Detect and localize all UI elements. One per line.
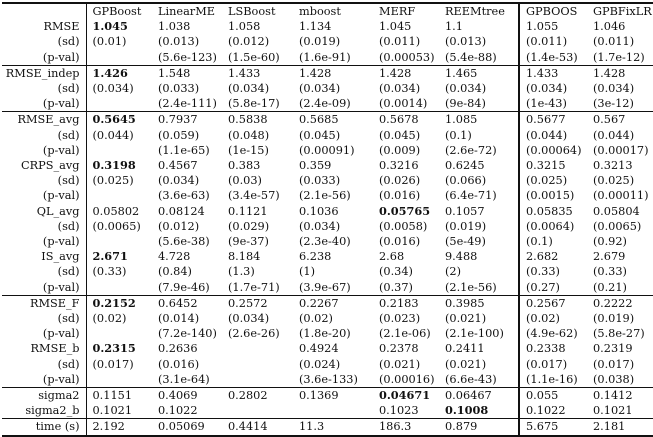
table-row	[2, 249, 653, 264]
row-label: (sd)	[57, 219, 80, 233]
table-row	[2, 188, 653, 203]
table-cell: (0.03)	[228, 174, 262, 188]
row-label: CRPS_avg	[21, 159, 80, 173]
table-cell: 1.465	[439, 65, 519, 81]
table-cell: (0.011)	[379, 35, 421, 49]
table-cell: 1.038	[158, 20, 191, 34]
table-cell: 1.134	[299, 20, 332, 34]
table-cell	[86, 372, 152, 388]
table-cell: 0.2267	[293, 295, 373, 311]
table-cell: (0.02)	[299, 312, 333, 326]
table-cell: (3.4e-57)	[228, 189, 280, 203]
best-value: 0.5645	[92, 112, 136, 127]
table-cell: (1.3)	[228, 265, 255, 279]
row-label: (sd)	[57, 35, 80, 49]
table-cell: (0.034)	[158, 174, 200, 188]
table-cell: 2.68	[379, 250, 405, 264]
table-cell: (7.9e-46)	[158, 280, 210, 294]
table-cell: 0.2183	[373, 295, 439, 311]
table-cell: (1.4e-53)	[519, 50, 587, 66]
best-value: 2.671	[92, 249, 128, 264]
table-cell: (0.044)	[86, 128, 152, 143]
table-cell: (2.1e-56)	[445, 280, 497, 294]
table-cell: (0.00064)	[519, 143, 587, 158]
table-cell: (0.014)	[158, 312, 200, 326]
table-cell: (0.012)	[228, 35, 270, 49]
table-cell: 0.05835	[519, 204, 587, 219]
table-cell: 0.7937	[152, 112, 222, 128]
table-row	[2, 280, 653, 296]
table-cell: (0.029)	[228, 219, 270, 233]
row-label: RMSE_avg	[2, 112, 86, 128]
best-value: 1.045	[92, 19, 128, 34]
table-cell: 0.05802	[86, 204, 152, 219]
table-cell: 0.2378	[379, 342, 419, 356]
table-cell: (0.016)	[379, 235, 421, 249]
table-cell: (0.0015)	[519, 188, 587, 203]
table-cell: 2.181	[587, 419, 653, 436]
table-row	[2, 173, 653, 188]
table-cell	[222, 403, 293, 419]
table-cell: 2.192	[86, 419, 152, 436]
table-cell: (0.0065)	[86, 219, 152, 234]
table-cell: 2.682	[519, 249, 587, 264]
table-cell: 0.3985	[439, 295, 519, 311]
table-row	[2, 357, 653, 372]
table-cell: (1.7e-71)	[228, 280, 280, 294]
table-cell	[293, 403, 373, 419]
column-header: MERF	[373, 3, 439, 19]
table-row	[2, 311, 653, 326]
table-cell	[86, 280, 152, 296]
best-value: 0.3198	[92, 158, 136, 173]
table-cell: 0.3215	[519, 158, 587, 173]
table-cell: 0.5678	[373, 112, 439, 128]
table-cell: 0.1023	[379, 404, 419, 418]
table-row	[2, 204, 653, 219]
table-cell: 1.1	[445, 20, 463, 34]
table-cell: (0.045)	[299, 128, 341, 142]
table-cell: (0.034)	[86, 81, 152, 96]
table-cell: 0.1151	[86, 388, 152, 404]
row-label: (p-val)	[42, 97, 80, 111]
table-cell: (0.034)	[299, 219, 341, 233]
row-label: (sd)	[57, 82, 80, 96]
row-label: (sd)	[57, 312, 80, 326]
table-cell: 9.488	[445, 250, 478, 264]
row-label: (p-val)	[42, 189, 80, 203]
table-cell	[86, 234, 152, 249]
table-cell: 0.2567	[519, 295, 587, 311]
table-cell: (0.0058)	[379, 219, 428, 233]
table-cell: (0.00053)	[379, 50, 435, 64]
table-row	[2, 128, 653, 143]
table-cell: 0.06467	[439, 388, 519, 404]
header-row	[2, 3, 653, 19]
table-cell: 0.5838	[222, 112, 293, 128]
table-cell	[86, 249, 152, 264]
table-cell	[222, 372, 293, 388]
table-cell: (0.044)	[519, 128, 587, 143]
table-cell: (0.025)	[593, 174, 635, 188]
best-value: 0.05765	[379, 203, 431, 218]
table-cell: (0.024)	[299, 357, 341, 371]
table-cell: (0.012)	[158, 219, 200, 233]
table-cell: (0.034)	[299, 82, 341, 96]
table-cell: (2.6e-72)	[445, 143, 497, 157]
table-row	[2, 372, 653, 388]
table-cell: (0.026)	[379, 174, 421, 188]
table-cell: (1.5e-60)	[228, 50, 280, 64]
column-header: REEMtree	[439, 3, 519, 19]
row-label: sigma2	[2, 388, 86, 404]
table-cell: (2.6e-26)	[228, 327, 280, 341]
column-header: GPBFixLR	[587, 3, 653, 19]
table-row	[2, 96, 653, 112]
table-cell: (0.009)	[379, 143, 421, 157]
table-cell: 0.1022	[158, 404, 198, 418]
table-cell: (6.4e-71)	[445, 189, 497, 203]
table-row	[2, 326, 653, 341]
table-cell: 6.238	[299, 250, 332, 264]
table-cell: (2.1e-56)	[299, 189, 351, 203]
row-label: (sd)	[57, 174, 80, 188]
table-cell: 5.675	[519, 419, 587, 436]
table-cell: (0.021)	[445, 357, 487, 371]
table-cell: (1e-15)	[228, 143, 269, 157]
table-cell: 1.058	[228, 20, 261, 34]
table-cell: 0.6245	[445, 159, 485, 173]
table-row	[2, 219, 653, 234]
table-cell: (0.017)	[519, 357, 587, 372]
table-cell: (5.6e-38)	[158, 235, 210, 249]
table-cell: 0.1036	[299, 204, 339, 218]
best-value: 0.2315	[92, 341, 136, 356]
table-cell: (0.045)	[379, 128, 421, 142]
table-cell: (0.21)	[593, 280, 627, 294]
row-label: RMSE_F	[2, 295, 86, 311]
table-cell: 0.879	[439, 419, 519, 436]
table-cell: (0.013)	[445, 35, 487, 49]
row-label: (p-val)	[42, 372, 80, 386]
table-cell: (5.8e-27)	[593, 327, 645, 341]
table-cell: (0.034)	[445, 82, 487, 96]
table-cell: (3.9e-67)	[299, 280, 351, 294]
table-cell: 0.055	[519, 388, 587, 404]
table-cell: 1.085	[439, 112, 519, 128]
table-cell	[86, 96, 152, 112]
table-cell: (1)	[299, 265, 316, 279]
table-cell: (0.016)	[158, 357, 200, 371]
table-cell: 0.6452	[152, 295, 222, 311]
table-cell: (7.2e-140)	[158, 327, 217, 341]
table-cell: 0.5677	[519, 112, 587, 128]
table-cell: (0.37)	[379, 280, 413, 294]
table-cell: (0.023)	[379, 312, 421, 326]
table-row	[2, 81, 653, 96]
table-cell: (0.00017)	[593, 143, 649, 157]
table-cell: (0.013)	[158, 35, 200, 49]
table-cell	[86, 188, 152, 203]
table-cell: (5.8e-17)	[228, 97, 280, 111]
table-cell: (0.059)	[158, 128, 200, 142]
table-cell: 0.359	[299, 159, 332, 173]
table-cell: (0.0014)	[379, 97, 428, 111]
table-cell: (0.00011)	[593, 189, 649, 203]
table-row	[2, 341, 653, 356]
table-cell: (0.011)	[519, 34, 587, 49]
table-cell: 1.055	[519, 19, 587, 34]
table-cell: 1.428	[587, 65, 653, 81]
table-cell: 0.1021	[86, 403, 152, 419]
table-cell	[86, 50, 152, 66]
table-cell: (0.021)	[379, 357, 421, 371]
table-cell: (2.3e-40)	[299, 235, 351, 249]
table-cell: (9e-84)	[445, 97, 486, 111]
table-cell: (1e-43)	[519, 96, 587, 112]
table-cell	[86, 143, 152, 158]
column-header: LSBoost	[222, 3, 293, 19]
row-label: (p-val)	[42, 235, 80, 249]
table-cell: 0.2636	[158, 342, 198, 356]
table-cell: (4.9e-62)	[519, 326, 587, 341]
table-cell	[86, 112, 152, 128]
table-cell: 0.1369	[293, 388, 373, 404]
table-cell: 186.3	[373, 419, 439, 436]
table-cell: (0.00016)	[379, 372, 435, 386]
table-cell: 0.4069	[152, 388, 222, 404]
table-cell: (3.6e-133)	[299, 372, 358, 386]
table-cell: 0.2222	[587, 295, 653, 311]
table-cell: 0.2572	[222, 295, 293, 311]
table-cell: (6.6e-43)	[445, 372, 497, 386]
table-cell: 0.1021	[593, 404, 633, 418]
column-header: GPBoost	[86, 3, 152, 19]
table-cell	[222, 341, 293, 356]
table-cell: (0.033)	[299, 174, 341, 188]
table-cell: 0.1412	[587, 388, 653, 404]
table-cell: (0.019)	[593, 312, 635, 326]
results-table	[2, 2, 653, 437]
table-cell: (2.4e-09)	[299, 97, 351, 111]
table-cell	[222, 357, 293, 372]
table-cell: (0.1)	[519, 234, 587, 249]
table-cell: (2.4e-111)	[158, 97, 217, 111]
table-cell: (1.1e-16)	[519, 372, 587, 388]
table-cell: 0.2411	[445, 342, 485, 356]
table-cell: (0.034)	[379, 82, 421, 96]
table-cell: (0.044)	[593, 128, 635, 142]
table-cell: 0.567	[587, 112, 653, 128]
table-cell: 8.184	[228, 250, 261, 264]
table-cell: (0.02)	[519, 311, 587, 326]
table-row	[2, 403, 653, 419]
table-cell: 1.433	[519, 65, 587, 81]
row-label: (sd)	[57, 265, 80, 279]
table-cell	[86, 19, 152, 34]
table-row	[2, 264, 653, 279]
table-row	[2, 419, 653, 436]
table-cell: (3e-12)	[593, 97, 634, 111]
row-label: (p-val)	[42, 280, 80, 294]
best-value: 0.2152	[92, 295, 136, 310]
row-label: time (s)	[2, 419, 86, 436]
table-cell: 1.428	[293, 65, 373, 81]
table-cell: (0.1)	[445, 128, 472, 142]
table-row	[2, 234, 653, 249]
table-cell: (0.034)	[228, 312, 270, 326]
table-cell: 0.2319	[593, 342, 633, 356]
table-cell: (1.1e-65)	[158, 143, 210, 157]
table-cell: (0.033)	[158, 82, 200, 96]
table-cell: (0.034)	[519, 81, 587, 96]
table-cell: 0.05804	[593, 204, 640, 218]
best-value: 0.1008	[445, 403, 489, 418]
table-row	[2, 388, 653, 404]
table-cell: (5.6e-123)	[158, 50, 217, 64]
best-value: 1.426	[92, 65, 128, 80]
table-body	[2, 19, 653, 435]
table-cell: (0.019)	[299, 35, 341, 49]
table-cell	[86, 341, 152, 356]
table-cell: (9e-37)	[228, 235, 269, 249]
table-cell: 1.045	[379, 20, 412, 34]
row-label: QL_avg	[36, 204, 80, 218]
table-cell	[86, 295, 152, 311]
table-cell: 1.046	[593, 20, 626, 34]
table-cell: (0.33)	[519, 264, 587, 279]
table-row	[2, 19, 653, 34]
table-cell: (0.00091)	[299, 143, 355, 157]
table-cell: (0.0065)	[593, 219, 642, 233]
table-cell	[86, 65, 152, 81]
table-cell	[439, 403, 519, 419]
table-cell: 0.4924	[299, 342, 339, 356]
table-cell: (0.0064)	[519, 219, 587, 234]
table-cell: (0.017)	[86, 357, 152, 372]
table-cell: (0.92)	[593, 235, 627, 249]
table-cell: (0.021)	[445, 312, 487, 326]
row-label: RMSE_b	[30, 342, 80, 356]
table-cell: 0.1121	[228, 204, 268, 218]
table-cell: 0.2802	[222, 388, 293, 404]
table-cell	[86, 326, 152, 341]
table-cell: (1.8e-20)	[299, 327, 351, 341]
table-row	[2, 158, 653, 173]
table-cell: (0.034)	[593, 82, 635, 96]
table-cell: (0.034)	[228, 82, 270, 96]
table-cell: (2.1e-06)	[379, 327, 431, 341]
header-corner	[2, 3, 86, 19]
table-cell: (0.34)	[379, 265, 413, 279]
table-cell	[86, 158, 152, 173]
table-cell: 1.548	[152, 65, 222, 81]
row-label: (sd)	[57, 357, 80, 371]
table-cell: (0.27)	[519, 280, 587, 296]
table-cell: (5.4e-88)	[445, 50, 497, 64]
table-cell: 0.08124	[158, 204, 205, 218]
table-cell: 0.1022	[519, 403, 587, 419]
table-cell	[373, 388, 439, 404]
table-cell: 4.728	[158, 250, 191, 264]
table-cell: (0.017)	[593, 357, 635, 371]
column-header: LinearME	[152, 3, 222, 19]
table-cell: 0.3216	[379, 159, 419, 173]
table-cell: (2)	[445, 265, 462, 279]
table-row	[2, 143, 653, 158]
row-label: RMSE	[43, 20, 80, 34]
row-label: (p-val)	[42, 143, 80, 157]
table-cell: (0.048)	[228, 128, 270, 142]
row-label: RMSE_indep	[2, 65, 86, 81]
table-row	[2, 112, 653, 128]
column-header: GPBOOS	[519, 3, 587, 19]
table-cell	[373, 204, 439, 219]
table-row	[2, 295, 653, 311]
table-cell: 0.383	[228, 159, 261, 173]
table-cell: 0.4414	[222, 419, 293, 436]
table-cell: (2.1e-100)	[445, 327, 504, 341]
table-cell: 0.3213	[593, 159, 633, 173]
row-label: (p-val)	[42, 50, 80, 64]
table-cell: 0.2338	[519, 341, 587, 356]
table-cell: (5e-49)	[445, 235, 486, 249]
table-cell: (1.6e-91)	[299, 50, 351, 64]
table-cell: 0.05069	[152, 419, 222, 436]
row-label: sigma2_b	[25, 404, 80, 418]
table-cell: (3.6e-63)	[158, 189, 210, 203]
table-row	[2, 65, 653, 81]
table-cell: (0.33)	[86, 264, 152, 279]
table-cell: 0.4567	[158, 159, 198, 173]
row-label: (sd)	[57, 128, 80, 142]
row-label: (p-val)	[42, 327, 80, 341]
table-cell: (1.7e-12)	[593, 50, 645, 64]
row-label: IS_avg	[41, 250, 80, 264]
table-cell: 0.1057	[445, 204, 485, 218]
table-cell: (0.016)	[379, 189, 421, 203]
table-cell: (0.019)	[445, 219, 487, 233]
table-cell: 0.5685	[293, 112, 373, 128]
table-cell: (0.066)	[445, 174, 487, 188]
table-cell: 1.428	[373, 65, 439, 81]
table-cell: (0.025)	[86, 173, 152, 188]
table-cell: 11.3	[293, 419, 373, 436]
table-cell: (3.1e-64)	[158, 372, 210, 386]
table-cell: (0.02)	[86, 311, 152, 326]
table-cell: (0.011)	[593, 35, 635, 49]
table-cell: (0.84)	[158, 265, 192, 279]
column-header: mboost	[293, 3, 373, 19]
table-row	[2, 34, 653, 49]
table-cell: (0.33)	[593, 265, 627, 279]
table-row	[2, 50, 653, 66]
table-cell: 2.679	[593, 250, 626, 264]
table-cell: (0.01)	[86, 34, 152, 49]
best-value: 0.04671	[379, 388, 431, 403]
table-cell: (0.038)	[593, 372, 635, 386]
table-cell: 1.433	[222, 65, 293, 81]
table-cell: (0.025)	[519, 173, 587, 188]
